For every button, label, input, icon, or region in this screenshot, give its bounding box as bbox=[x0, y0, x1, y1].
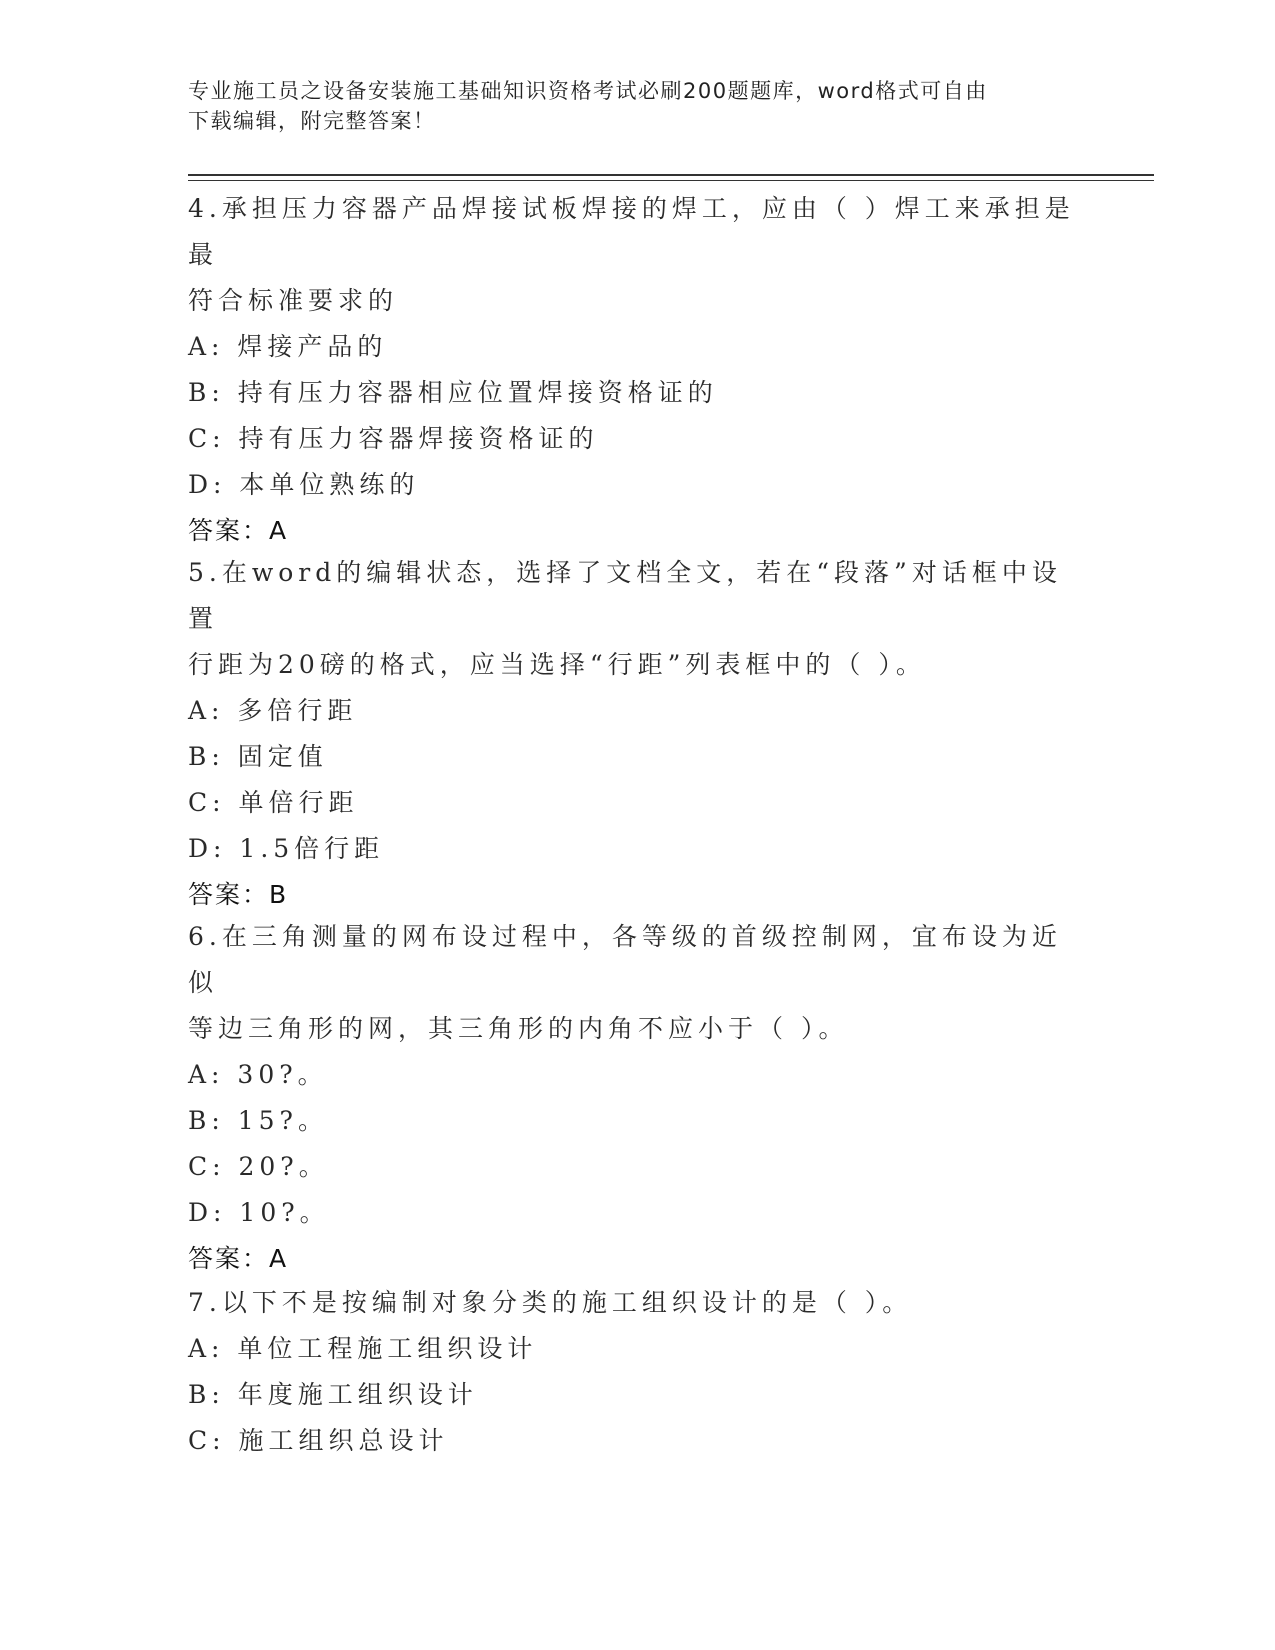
question-stem-line: 6.在三角测量的网布设过程中，各等级的首级控制网，宜布设为近似 bbox=[188, 922, 1062, 997]
option-a: A: 单位工程施工组织设计 bbox=[188, 1334, 538, 1363]
question-stem-line: 行距为20磅的格式，应当选择“行距”列表框中的（ ）。 bbox=[188, 650, 926, 679]
answer-text: 答案：B bbox=[188, 880, 289, 909]
option-d: D: 本单位熟练的 bbox=[188, 470, 420, 499]
header-rule-thick bbox=[188, 174, 1154, 176]
answer-text: 答案：A bbox=[188, 1244, 289, 1273]
question-5 bbox=[188, 550, 1088, 918]
option-a: A: 焊接产品的 bbox=[188, 332, 388, 361]
question-7 bbox=[188, 1280, 1088, 1464]
option-c: C: 单倍行距 bbox=[188, 788, 359, 817]
question-stem-line: 5.在word的编辑状态，选择了文档全文，若在“段落”对话框中设置 bbox=[188, 558, 1062, 633]
question-stem-line: 符合标准要求的 bbox=[188, 286, 399, 315]
option-c: C: 持有压力容器焊接资格证的 bbox=[188, 424, 599, 453]
option-b: B: 持有压力容器相应位置焊接资格证的 bbox=[188, 378, 718, 407]
question-stem-line: 等边三角形的网，其三角形的内角不应小于（ ）。 bbox=[188, 1014, 849, 1043]
document-header bbox=[188, 76, 1068, 136]
option-c: C: 20?。 bbox=[188, 1152, 329, 1181]
header-line-1: 专业施工员之设备安装施工基础知识资格考试必刷200题题库，word格式可自由 bbox=[188, 79, 988, 103]
question-4 bbox=[188, 186, 1088, 554]
option-b: B: 年度施工组织设计 bbox=[188, 1380, 478, 1409]
question-stem-line: 7.以下不是按编制对象分类的施工组织设计的是（ ）。 bbox=[188, 1288, 913, 1317]
question-6 bbox=[188, 914, 1088, 1282]
option-d: D: 10?。 bbox=[188, 1198, 330, 1227]
option-d: D: 1.5倍行距 bbox=[188, 834, 385, 863]
header-line-2: 下载编辑，附完整答案！ bbox=[188, 109, 436, 133]
header-rule-thin bbox=[188, 180, 1154, 181]
option-a: A: 多倍行距 bbox=[188, 696, 358, 725]
option-b: B: 固定值 bbox=[188, 742, 328, 771]
option-c: C: 施工组织总设计 bbox=[188, 1426, 449, 1455]
question-stem-line: 4.承担压力容器产品焊接试板焊接的焊工，应由（ ）焊工来承担是最 bbox=[188, 194, 1075, 269]
option-a: A: 30?。 bbox=[188, 1060, 328, 1089]
option-b: B: 15?。 bbox=[188, 1106, 328, 1135]
answer-text: 答案：A bbox=[188, 516, 289, 545]
